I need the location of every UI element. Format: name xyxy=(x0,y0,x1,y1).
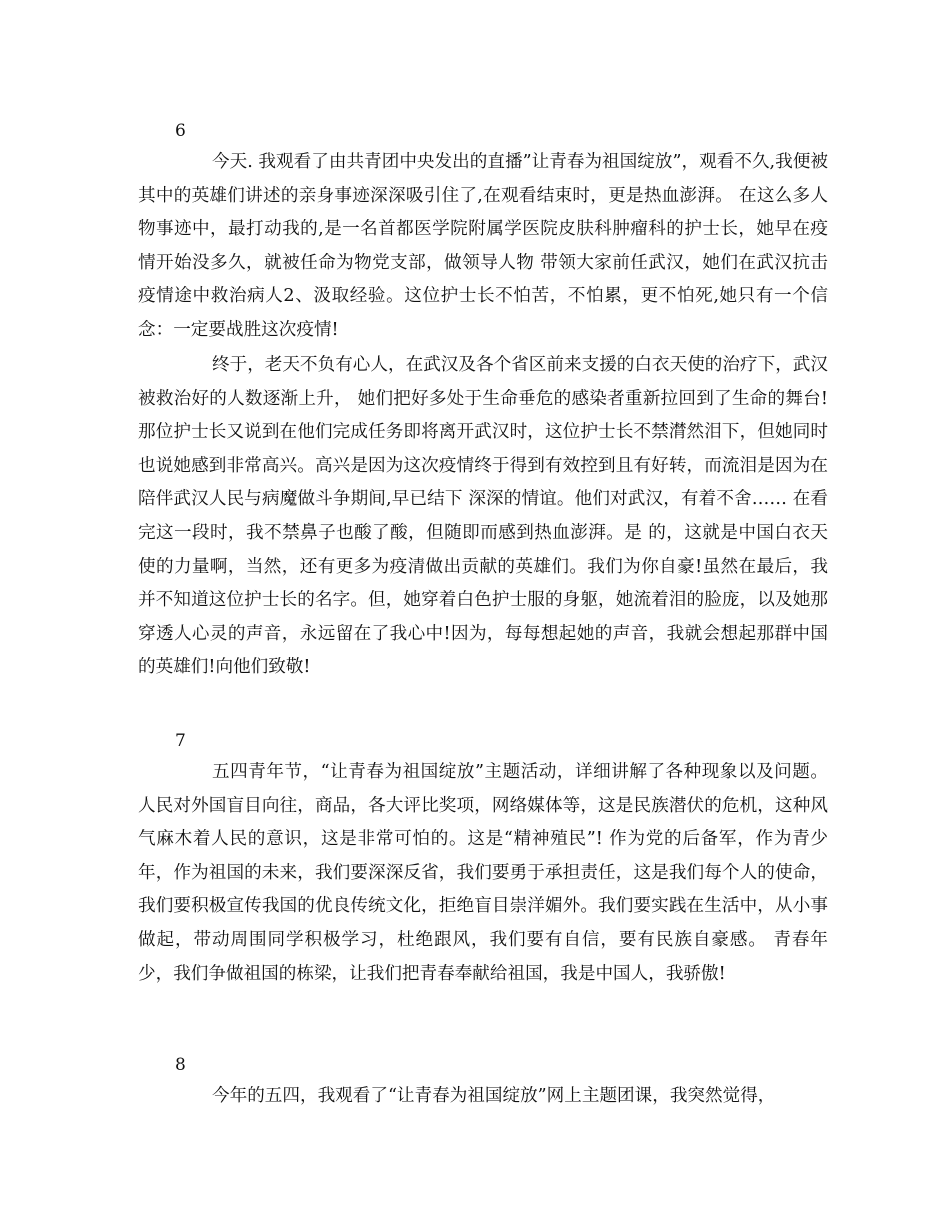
paragraph: 今年的五四，我观看了“让青春为祖国绽放”网上主题团课，我突然觉得， xyxy=(212,1086,776,1106)
paragraph: 今天. 我观看了由共青团中央发出的直播”让青春为祖国绽放”，观看不久,我便被其中的英雄们讲述的亲身事迹深深吸引住了,在观看结束时，更是热血澎湃。 在这么多人物事迹中，最打动我的,是一名首都医学院附属学医院皮肤科肿瘤科的护士长，她早在疫情开始没多久，就被任命为物党支部，做领导人物 带领大家前任武汉，她们在武汉抗击疫情途中救治病人2、汲取经验。这位护士长不怕苦，不怕累，更不怕死,她只有一个信念：一定要战胜这次疫情! xyxy=(138,152,828,340)
section-number: 8 xyxy=(175,1055,186,1075)
paragraph: 五四青年节，“让青春为祖国绽放”主题活动，详细讲解了各种现象以及问题。 人民对外国盲目向往，商品，各大评比奖项，网络媒体等，这是民族潜伏的危机，这种风气麻木着人民的意识，这是非常可怕的。这是“精神殖民”! 作为党的后备军，作为青少年，作为祖国的未来，我们要深深反省，我们要勇于承担责任，这是我们每个人的使命，我们要积极宣传我国的优良传统文化，拒绝盲目崇洋媚外。我们要实践在生活中，从小事做起，带动周围同学积极学习，杜绝跟风，我们要有自信，要有民族自豪感。 青春年少，我们争做祖国的栋梁，让我们把青春奉献给祖国，我是中国人，我骄傲! xyxy=(138,762,828,984)
section-number: 7 xyxy=(175,731,186,751)
paragraph: 终于，老天不负有心人，在武汉及各个省区前来支援的白衣天使的治疗下，武汉被救治好的人数逐渐上升， 她们把好多处于生命垂危的感染者重新拉回到了生命的舞台!那位护士长又说到在他们完成任务即将离开武汉时，这位护士长不禁潸然泪下，但她同时也说她感到非常高兴。高兴是因为这次疫情终于得到有效控到且有好转，而流泪是因为在陪伴武汉人民与病魔做斗争期间,早已结下 深深的情谊。他们对武汉，有着不舍…… 在看完这一段时，我不禁鼻子也酸了酸，但随即而感到热血澎湃。是 的，这就是中国白衣天使的力量啊，当然，还有更多为疫清做出贡献的英雄们。我们为你自豪!虽然在最后，我并不知道这位护士长的名字。但，她穿着白色护士服的身躯，她流着泪的脸庞，以及她那穿透人心灵的声音，永远留在了我心中!因为，每每想起她的声音，我就会想起那群中国的英雄们!向他们致敬! xyxy=(138,355,828,678)
section-number: 6 xyxy=(175,121,186,141)
